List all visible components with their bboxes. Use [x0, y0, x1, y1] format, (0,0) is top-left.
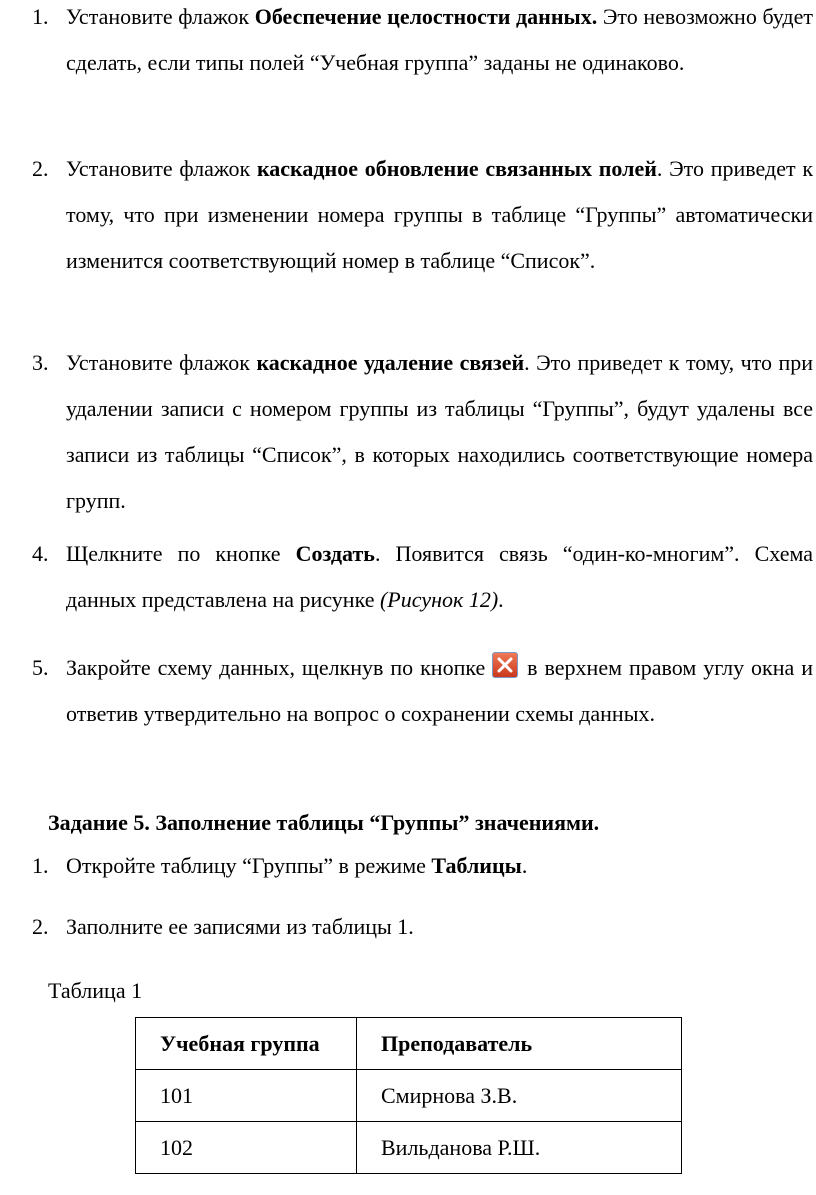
- close-window-icon: [492, 652, 518, 678]
- task-heading: Задание 5. Заполнение таблицы “Группы” значениями.: [48, 810, 600, 835]
- bold-term: Обеспечение целостности данных.: [254, 4, 598, 29]
- list-number: 1.: [32, 853, 49, 878]
- table-cell: 101: [136, 1070, 357, 1122]
- table-row: [136, 1070, 682, 1122]
- table-cell: 102: [136, 1122, 357, 1174]
- table-header-row: [136, 1018, 682, 1070]
- bold-term: каскадное удаление связей: [256, 350, 525, 375]
- list-text: Откройте таблицу “Группы” в режиме Таблицы.: [66, 853, 528, 878]
- list-text: Установите флажок каскадное удаление связей. Это приведет к тому, что при удалении записи с номером группы из таблицы “Группы”, будут удалены все записи из таблицы “Список”, в которых находились соответствующие номера групп.: [66, 350, 814, 513]
- column-header: Учебная группа: [136, 1018, 357, 1070]
- list-number: 5.: [32, 655, 49, 680]
- list-number: 1.: [32, 4, 49, 29]
- bold-term: Создать: [295, 541, 375, 566]
- list-text: Щелкните по кнопке Создать. Появится связь “один-ко-многим”. Схема данных представлена на рисунке (Рисунок 12).: [66, 541, 814, 612]
- column-header: Преподаватель: [357, 1018, 682, 1070]
- table-caption: Таблица 1: [48, 978, 143, 1003]
- list-text: Закройте схему данных, щелкнув по кнопке в верхнем правом углу окна и ответив утвердительно на вопрос о сохранении схемы данных.: [66, 645, 813, 737]
- list-text: Заполните ее записями из таблицы 1.: [66, 914, 414, 939]
- figure-reference: (Рисунок 12): [379, 587, 499, 612]
- list-text: Установите флажок каскадное обновление связанных полей. Это приведет к тому, что при изменении номера группы в таблице “Группы” автоматически изменится соответствующий номер в таблице “Список”.: [66, 156, 814, 273]
- bold-term: Таблицы: [431, 853, 522, 878]
- table-cell: Вильданова Р.Ш.: [357, 1122, 682, 1174]
- table-row: [136, 1122, 682, 1174]
- bold-term: каскадное обновление связанных полей: [256, 156, 657, 181]
- list-number: 3.: [32, 350, 49, 375]
- list-number: 4.: [32, 541, 49, 566]
- list-number: 2.: [32, 156, 49, 181]
- list-text: Установите флажок Обеспечение целостности данных. Это невозможно будет сделать, если типы полей “Учебная группа” заданы не одинаково.: [66, 4, 813, 75]
- table-cell: Смирнова З.В.: [357, 1070, 682, 1122]
- list-number: 2.: [32, 914, 49, 939]
- data-table: [135, 1017, 682, 1174]
